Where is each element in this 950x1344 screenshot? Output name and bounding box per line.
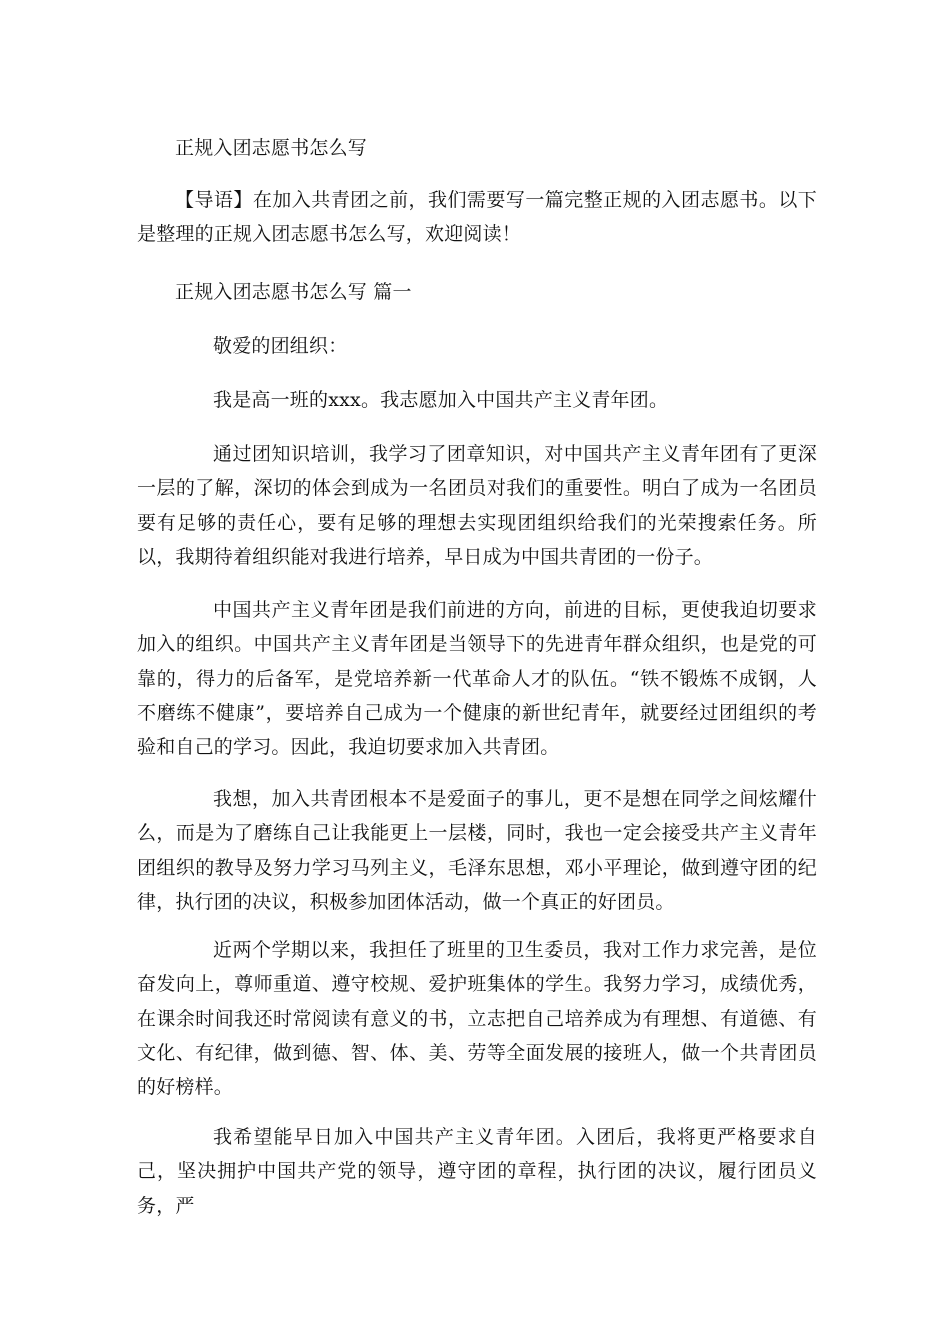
body-paragraph-4: 我想，加入共青团根本不是爱面子的事儿，更不是想在同学之间炫耀什么，而是为了磨练自己让我能更上一层楼，同时，我也一定会接受共产主义青年团组织的教导及努力学习马列主义，毛泽东思想，邓小平理论，做到遵守团的纪律，执行团的决议，积极参加团体活动，做一个真正的好团员。 (137, 788, 817, 913)
body-paragraph-3: 中国共产主义青年团是我们前进的方向，前进的目标，更使我迫切要求加入的组织。中国共产主义青年团是当领导下的先进青年群众组织，也是党的可靠的，得力的后备军，是党培养新一代革命人才的队伍。“铁不锻炼不成钢，人不磨练不健康”，要培养自己成为一个健康的新世纪青年，就要经过团组织的考验和自己的学习。因此，我迫切要求加入共青团。 (137, 599, 817, 759)
body-paragraph-6: 我希望能早日加入中国共产主义青年团。入团后，我将更严格要求自己，坚决拥护中国共产党的领导，遵守团的章程，执行团的决议，履行团员义务，严 (137, 1126, 817, 1217)
body-paragraph-2: 通过团知识培训，我学习了团章知识，对中国共产主义青年团有了更深一层的了解，深切的体会到成为一名团员对我们的重要性。明白了成为一名团员要有足够的责任心，要有足够的理想去实现团组织给我们的光荣搜索任务。所以，我期待着组织能对我进行培养，早日成为中国共青团的一份子。 (137, 443, 817, 568)
salutation: 敬爱的团组织： (213, 335, 348, 357)
document-title: 正规入团志愿书怎么写 (175, 137, 368, 159)
body-paragraph-5: 近两个学期以来，我担任了班里的卫生委员，我对工作力求完善，是位奋发向上，尊师重道、遵守校规、爱护班集体的学生。我努力学习，成绩优秀，在课余时间我还时常阅读有意义的书，立志把自己培养成为有理想、有道德、有文化、有纪律，做到德、智、体、美、劳等全面发展的接班人，做一个共青团员的好榜样。 (137, 939, 817, 1099)
section-heading: 正规入团志愿书怎么写 篇一 (175, 281, 412, 303)
body-paragraph-1: 我是高一班的xxx。我志愿加入中国共产主义青年团。 (213, 389, 669, 411)
intro-paragraph: 【导语】在加入共青团之前，我们需要写一篇完整正规的入团志愿书。以下是整理的正规入团志愿书怎么写，欢迎阅读！ (137, 189, 817, 246)
